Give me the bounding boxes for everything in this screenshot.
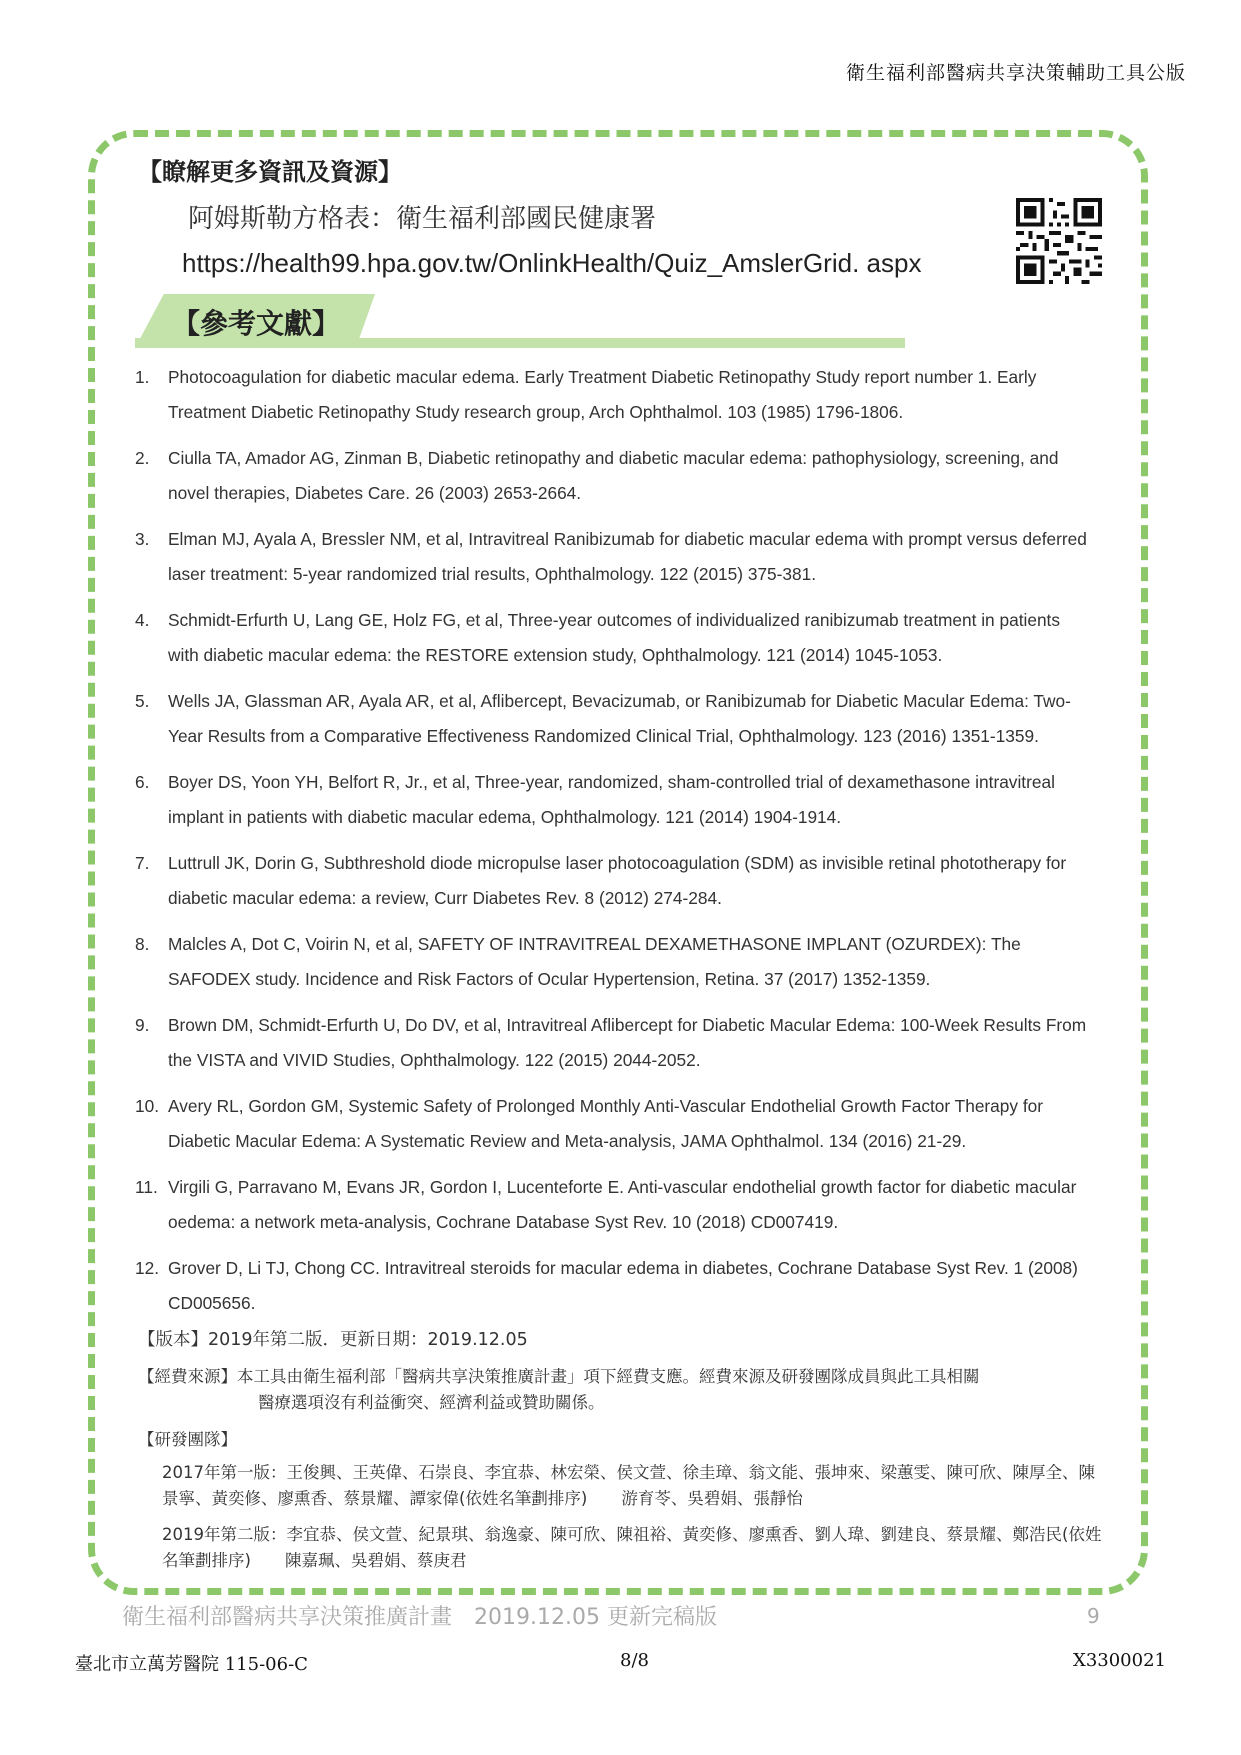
more-info-heading: 【瞭解更多資訊及資源】 — [138, 158, 402, 186]
team-v1-extra: 游育苓、吳碧娟、張靜怡 — [621, 1489, 803, 1508]
team-v1-members: 2017年第一版：王俊興、王英偉、石崇良、李宜恭、林宏榮、侯文萱、徐圭璋、翁文能、張坤來、梁蕙雯、陳可欣、陳厚全、陳景寧、黃奕修、廖熏香、蔡景耀、譚家偉(依姓名筆劃排序) — [162, 1463, 1095, 1508]
reference-number: 7. — [135, 853, 150, 873]
reference-item — [135, 522, 1095, 592]
reference-text: Schmidt-Erfurth U, Lang GE, Holz FG, et al, Three-year outcomes of individualized ranibizumab treatment in patients with diabetic macular edema: the RESTORE extension study, Ophthalmology. 121 (2014) 1045-1053. — [168, 610, 1060, 665]
team-v1 — [162, 1460, 1102, 1512]
reference-text: Photocoagulation for diabetic macular edema. Early Treatment Diabetic Retinopathy Study report number 1. Early Treatment Diabetic Retinopathy Study research group, Arch Ophthalmol. 103 (1985) 1796-1806. — [168, 367, 1037, 422]
reference-item — [135, 360, 1095, 430]
footer-page-number: 9 — [1087, 1604, 1100, 1628]
reference-number: 4. — [135, 610, 150, 630]
reference-number: 2. — [135, 448, 150, 468]
amsler-grid-label: 阿姆斯勒方格表：衛生福利部國民健康署 — [188, 204, 657, 234]
reference-item — [135, 846, 1095, 916]
reference-text: Grover D, Li TJ, Chong CC. Intravitreal steroids for macular edema in diabetes, Cochrane Database Syst Rev. 1 (2008) CD005656. — [168, 1258, 1078, 1313]
team-heading: 【研發團隊】 — [138, 1430, 237, 1449]
reference-number: 1. — [135, 367, 150, 387]
reference-item — [135, 927, 1095, 997]
reference-text: Wells JA, Glassman AR, Ayala AR, et al, Aflibercept, Bevacizumab, or Ranibizumab for Diabetic Macular Edema: Two-Year Results from a Comparative Effectiveness Randomized Clinical Trial, Ophthalmology. 123 (2016) 1351-1359. — [168, 691, 1071, 746]
reference-text: Virgili G, Parravano M, Evans JR, Gordon I, Lucenteforte E. Anti-vascular endothelial growth factor for diabetic macular oedema: a network meta-analysis, Cochrane Database Syst Rev. 10 (2018) CD007419. — [168, 1177, 1077, 1232]
funding-line-2: 醫療選項沒有利益衝突、經濟利益或贊助關係。 — [258, 1393, 605, 1412]
funding-line-1: 【經費來源】本工具由衛生福利部「醫病共享決策推廣計畫」項下經費支應。經費來源及研發團隊成員與此工具相關 — [138, 1367, 980, 1386]
reference-item — [135, 765, 1095, 835]
reference-text: Avery RL, Gordon GM, Systemic Safety of Prolonged Monthly Anti-Vascular Endothelial Growth Factor Therapy for Diabetic Macular Edema: A Systematic Review and Meta-analysis, JAMA Ophthalmol. 134 (2016) 21-29. — [168, 1096, 1044, 1151]
reference-item — [135, 1089, 1095, 1159]
footer-plan-text: 衛生福利部醫病共享決策推廣計畫 2019.12.05 更新完稿版 — [122, 1605, 717, 1630]
reference-text: Elman MJ, Ayala A, Bressler NM, et al, Intravitreal Ranibizumab for diabetic macular edema with prompt versus deferred laser treatment: 5-year randomized trial results, Ophthalmology. 122 (2015) 375-381. — [168, 529, 1087, 584]
page-count: 8/8 — [620, 1650, 649, 1671]
reference-number: 8. — [135, 934, 150, 954]
reference-text: Brown DM, Schmidt-Erfurth U, Do DV, et al, Intravitreal Aflibercept for Diabetic Macular Edema: 100-Week Results From the VISTA and VIVID Studies, Ophthalmology. 122 (2015) 2044-2052. — [168, 1015, 1087, 1070]
amsler-grid-url-link[interactable]: https://health99.hpa.gov.tw/OnlinkHealth/Quiz_AmslerGrid. aspx — [182, 248, 922, 278]
reference-number: 12. — [135, 1258, 160, 1278]
reference-item — [135, 1170, 1095, 1240]
reference-text: Malcles A, Dot C, Voirin N, et al, SAFETY OF INTRAVITREAL DEXAMETHASONE IMPLANT (OZURDEX): The SAFODEX study. Incidence and Risk Factors of Ocular Hypertension, Retina. 37 (2017) 1352-1359. — [168, 934, 1021, 989]
team-v2-members: 2019年第二版：李宜恭、侯文萱、紀景琪、翁逸豪、陳可欣、陳祖裕、黃奕修、廖熏香、劉人瑋、劉建良、蔡景耀、鄭浩民(依姓名筆劃排序) — [162, 1525, 1102, 1570]
reference-number: 6. — [135, 772, 150, 792]
reference-number: 3. — [135, 529, 150, 549]
reference-number: 11. — [135, 1177, 158, 1197]
hospital-form-code: 臺北市立萬芳醫院 115-06-C — [75, 1654, 308, 1675]
reference-text: Ciulla TA, Amador AG, Zinman B, Diabetic retinopathy and diabetic macular edema: pathophysiology, screening, and novel therapies, Diabetes Care. 26 (2003) 2653-2664. — [168, 448, 1059, 503]
reference-list — [135, 360, 1095, 1332]
reference-item — [135, 441, 1095, 511]
team-v2-extra: 陳嘉珮、吳碧娟、蔡庚君 — [284, 1551, 467, 1570]
reference-item — [135, 1251, 1095, 1321]
reference-text: Boyer DS, Yoon YH, Belfort R, Jr., et al, Three-year, randomized, sham-controlled trial of dexamethasone intravitreal implant in patients with diabetic macular edema, Ophthalmology. 121 (2014) 1904-1914. — [168, 772, 1055, 827]
document-id: X3300021 — [1073, 1650, 1166, 1671]
reference-number: 5. — [135, 691, 150, 711]
team-v2 — [162, 1522, 1102, 1574]
reference-text: Luttrull JK, Dorin G, Subthreshold diode micropulse laser photocoagulation (SDM) as invisible retinal phototherapy for diabetic macular edema: a review, Curr Diabetes Rev. 8 (2012) 274-284. — [168, 853, 1067, 908]
document-header-title: 衛生福利部醫病共享決策輔助工具公版 — [845, 62, 1186, 84]
funding-source — [138, 1364, 1098, 1416]
reference-number: 10. — [135, 1096, 160, 1116]
references-heading: 【參考文獻】 — [172, 307, 341, 340]
qr-code-icon[interactable] — [1016, 198, 1102, 284]
version-info: 【版本】2019年第二版．更新日期：2019.12.05 — [138, 1330, 528, 1350]
reference-item — [135, 684, 1095, 754]
reference-item — [135, 603, 1095, 673]
reference-item — [135, 1008, 1095, 1078]
reference-number: 9. — [135, 1015, 150, 1035]
